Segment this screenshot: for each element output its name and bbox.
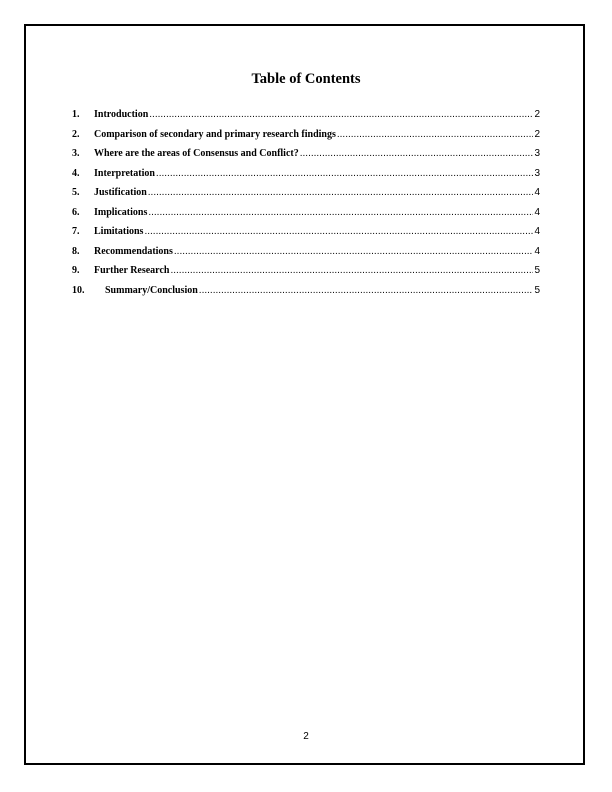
toc-dot-leader	[170, 265, 533, 276]
toc-entry-number: 5.	[72, 187, 80, 198]
toc-entry-page: 3	[534, 167, 540, 179]
toc-entry-page: 3	[534, 148, 540, 159]
toc-entry-number: 7.	[72, 226, 80, 237]
toc-entry-page: 4	[534, 187, 540, 198]
toc-entry-number: 4.	[72, 167, 80, 179]
toc-entry-number: 3.	[72, 148, 80, 159]
toc-entry-number: 10.	[72, 284, 85, 296]
toc-entry-recommendations[interactable]	[72, 246, 540, 266]
toc-entry-number: 2.	[72, 128, 80, 140]
toc-entry-summary-conclusion[interactable]	[72, 285, 540, 305]
toc-dot-leader	[149, 109, 533, 120]
toc-entry-label: Introduction	[94, 109, 149, 120]
toc-title: Table of Contents	[251, 71, 361, 87]
toc-dot-leader	[199, 285, 534, 296]
toc-list	[72, 109, 540, 304]
toc-entry-label: Limitations	[94, 226, 144, 237]
toc-entry-number: 1.	[72, 109, 80, 120]
toc-entry-label: Further Research	[94, 265, 170, 276]
toc-entry-label: Interpretation	[94, 167, 155, 179]
toc-dot-leader	[144, 226, 533, 237]
toc-entry-page: 5	[534, 265, 540, 276]
toc-entry-page: 2	[534, 109, 540, 120]
toc-entry-label: Recommendations	[94, 245, 173, 257]
toc-entry-number: 8.	[72, 245, 80, 257]
toc-dot-leader	[148, 187, 534, 198]
toc-entry-label: Where are the areas of Consensus and Conflict?	[94, 148, 299, 159]
toc-entry-page: 4	[534, 226, 540, 237]
toc-entry-page: 2	[534, 128, 540, 140]
toc-dot-leader	[156, 168, 534, 179]
toc-entry-label: Implications	[94, 206, 148, 218]
toc-entry-page: 5	[534, 284, 540, 296]
toc-dot-leader	[148, 207, 533, 218]
toc-entry-limitations[interactable]	[72, 226, 540, 246]
toc-entry-interpretation[interactable]	[72, 168, 540, 188]
toc-entry-implications[interactable]	[72, 207, 540, 227]
toc-dot-leader	[174, 246, 534, 257]
toc-entry-further-research[interactable]	[72, 265, 540, 285]
toc-entry-label: Comparison of secondary and primary research findings	[94, 128, 336, 140]
toc-entry-label: Justification	[94, 187, 147, 198]
toc-entry-comparison[interactable]	[72, 129, 540, 149]
toc-entry-consensus-conflict[interactable]	[72, 148, 540, 168]
toc-entry-number: 9.	[72, 265, 80, 276]
page-number: 2	[303, 731, 309, 742]
toc-dot-leader	[337, 129, 534, 140]
toc-dot-leader	[300, 148, 534, 159]
toc-entry-number: 6.	[72, 206, 80, 218]
toc-entry-label: Summary/Conclusion	[105, 284, 198, 296]
toc-entry-page: 4	[534, 245, 540, 257]
toc-entry-page: 4	[534, 206, 540, 218]
toc-entry-justification[interactable]	[72, 187, 540, 207]
toc-entry-introduction[interactable]	[72, 109, 540, 129]
